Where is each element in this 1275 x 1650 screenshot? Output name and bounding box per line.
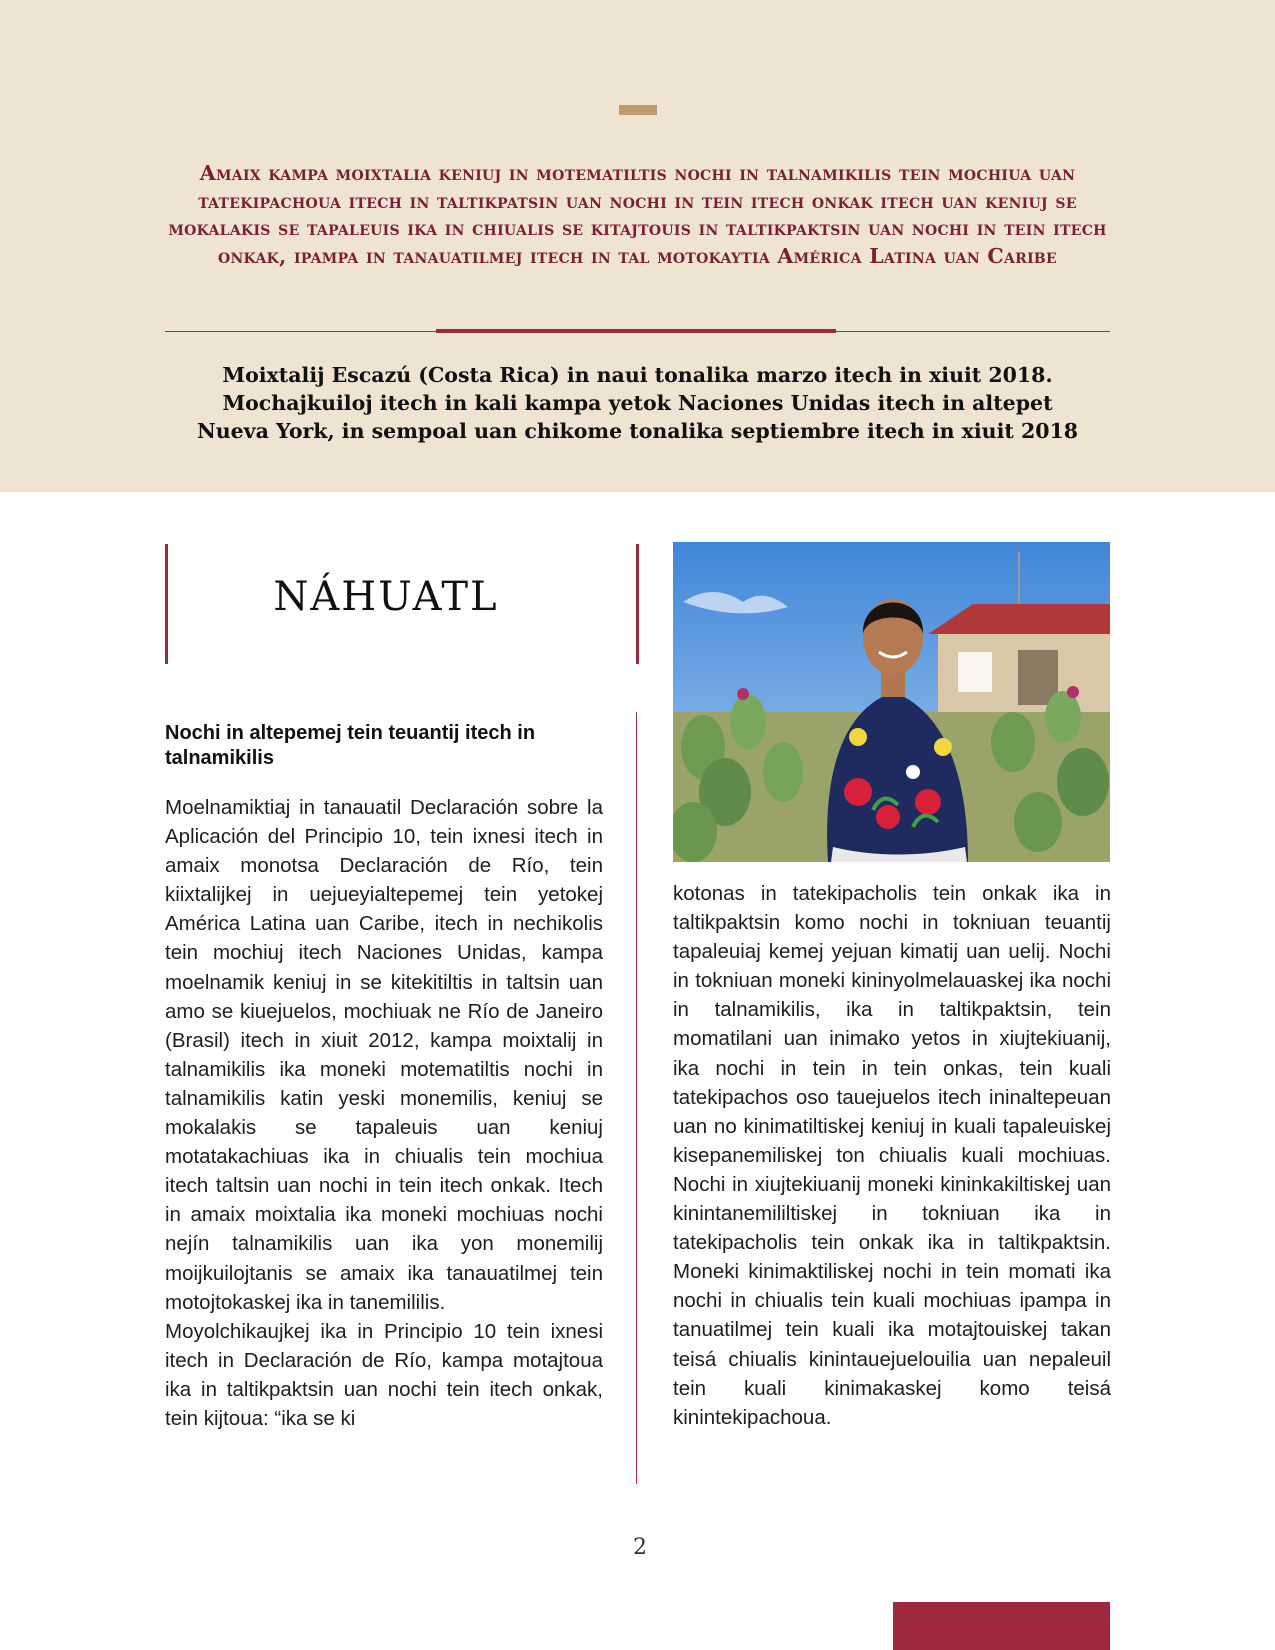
column-divider <box>636 712 637 1484</box>
page-number: 2 <box>633 1535 647 1560</box>
footer-accent-block <box>893 1602 1110 1650</box>
signing-line: Nueva York, in sempoal uan chikome tonalika septiembre itech in xiuit 2018 <box>196 419 1079 443</box>
photo-woman-in-cactus-field <box>673 542 1110 862</box>
right-column-text <box>673 879 1111 1432</box>
paragraph: Moelnamiktiaj in tanauatil Declaración sobre la Aplicación del Principio 10, tein ixnesi itech in amaix monotsa Declaración de Río, tein kiixtalijkej in uejueyialtepemej tein yetokej América Latina uan Caribe, itech in nechikolis tein mochiuj itech Naciones Unidas, kampa moelnamik keniuj in se kitekitiltis in taltsin uan amo se kiuejuelos, mochiuak ne Río de Janeiro (Brasil) itech in xiuit 2012, kampa moixtalij in talnamikilis ika moneki motematiltis nochi in talnamikilis katin yeski monemilis, keniuj se mokalakis se tapaleuis uan keniuj motatakachiuas ika in chiualis tein mochiua itech taltsin uan nochi in tein itech onkak. Itech in amaix moixtalia ika moneki mochiuas nochi nejín talnamikilis uan ika yon monemilij moijkuilojtanis se amaix ika tanauatilmej tein motojtokaskej ika in tanemililis. <box>165 796 603 1314</box>
signing-line: Mochajkuiloj itech in kali kampa yetok Naciones Unidas itech in altepet <box>222 391 1053 415</box>
language-title: NÁHUATL <box>273 574 499 620</box>
left-column-text <box>165 793 603 1433</box>
paragraph: kotonas in tatekipacholis tein onkak ika in taltikpaktsin komo nochi in tokniuan teuantij tapaleuiaj kemej yejuan kimatij uan uelij. Nochi in tokniuan moneki kininyolmelauaskej ika nochi in talnamikilis, ika in taltikpaktsin, tein momatilani uan inimako yetos in xiujtekiuanij, ika nochi in tein in tein onkas, tein kuali tatekipachos oso tauejuelos itech ininaltepeuan uan no kinimatiltiskej keniuj in kuali tapaleuiskej kisepanemiliskej ton chiualis kuali mochiuas. Nochi in xiujtekiuanij moneki kininkakiltiskej uan kinintanemililtiskej in tokniuan ika in tatekipacholis tein onkak ika in taltikpaktsin. Moneki kinimaktiliskej nochi in tein momati ika nochi in chiualis tein kuali mochiuas ipampa in tanuatilmej tein kuali ika motajtouiskej takan teisá chiualis kinintauejuelouilia uan nepaleuil tein kuali kinimakaskej komo teisá kinintekipachoua. <box>673 882 1111 1429</box>
treaty-title: Amaix kampa moixtalia keniuj in motematiltis nochi in talnamikilis tein mochiua uan tatekipachoua itech in taltikpatsin uan nochi in tein itech onkak itech uan keniuj se mokalakis se tapaleuis ika in chiualis se kitajtouis in taltikpaktsin uan nochi in tein itech onkak, ipampa in tanauatilmej itech in tal motokaytia América Latina uan Caribe <box>168 161 1107 268</box>
decorative-dash <box>619 105 657 115</box>
section-subheading: Nochi in altepemej tein teuantij itech in talnamikilis <box>165 722 536 769</box>
title-rule-accent <box>436 329 836 333</box>
paragraph: Moyolchikaujkej ika in Principio 10 tein ixnesi itech in Declaración de Río, kampa motajtoua ika in taltikpaktsin uan nochi tein itech onkak, tein kijtoua: “ika se ki <box>165 1319 603 1430</box>
signing-info <box>160 361 1115 445</box>
signing-line: Moixtalij Escazú (Costa Rica) in naui tonalika marzo itech in xiuit 2018. <box>222 363 1053 387</box>
language-box-right-bar <box>636 544 639 664</box>
